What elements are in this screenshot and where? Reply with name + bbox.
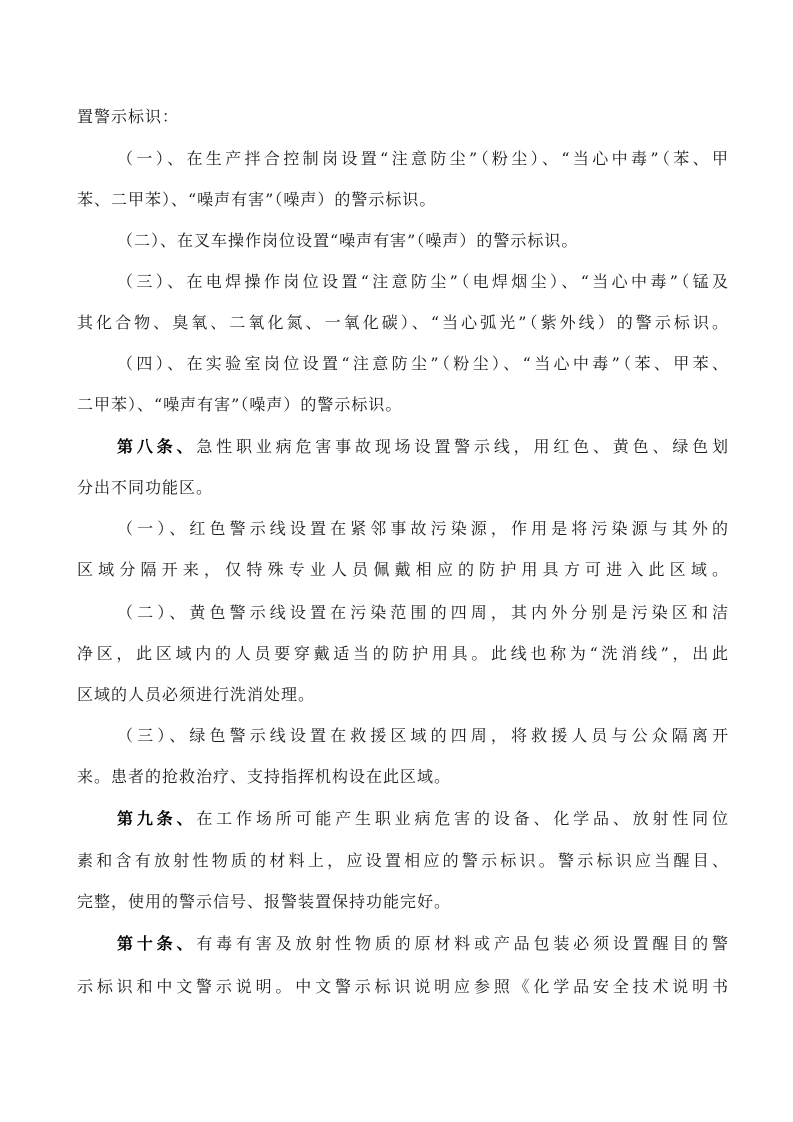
text-line (77, 393, 729, 417)
text-line (117, 147, 729, 171)
text-line (77, 975, 729, 999)
line-text: 急性职业病危害事故现场设置警示线，用红色、黄色、绿色划 (196, 437, 729, 456)
line-text: 完整，使用的警示信号、报警装置保持功能完好。 (77, 892, 452, 911)
line-text: 二甲苯）、“噪声有害”（噪声）的警示标识。 (77, 395, 403, 414)
article-number: 第九条、 (117, 809, 197, 828)
text-line (77, 188, 729, 212)
text-line (77, 476, 729, 500)
line-text: 苯、二甲苯）、“噪声有害”（噪声）的警示标识。 (77, 190, 437, 209)
text-line (117, 724, 729, 748)
line-text: 置警示标识： (77, 107, 180, 126)
article-heading-line (117, 435, 729, 459)
line-text: 示标识和中文警示说明。中文警示标识说明应参照《化学品安全技术说明书 (77, 977, 729, 996)
article-heading-line (117, 807, 729, 831)
text-line (117, 517, 729, 541)
line-text: 分出不同功能区。 (77, 478, 214, 497)
text-line (77, 105, 729, 129)
text-line (117, 229, 729, 253)
article-number: 第八条、 (117, 437, 197, 456)
line-text: （三）、在电焊操作岗位设置“注意防尘”（电焊烟尘）、“当心中毒”（锰及 (117, 272, 729, 291)
line-text: （四）、在实验室岗位设置“注意防尘”（粉尘）、“当心中毒”（苯、甲苯、 (117, 354, 729, 373)
line-text: 区域的人员必须进行洗消处理。 (77, 685, 316, 704)
line-text: （三）、绿色警示线设置在救援区域的四周，将救援人员与公众隔离开 (117, 726, 729, 745)
line-text: 来。患者的抢救治疗、支持指挥机构设在此区域。 (77, 767, 452, 786)
text-line (77, 890, 729, 914)
text-line (77, 765, 729, 789)
line-text: 其化合物、臭氧、二氧化氮、一氧化碳）、“当心弧光”（紫外线）的警示标识。 (77, 313, 729, 332)
line-text: 在工作场所可能产生职业病危害的设备、化学品、放射性同位 (196, 809, 729, 828)
line-text: 区域分隔开来，仅特殊专业人员佩戴相应的防护用具方可进入此区域。 (77, 560, 729, 579)
text-line (77, 683, 729, 707)
text-line (117, 601, 729, 625)
text-line (77, 311, 729, 335)
line-text: （二）、在叉车操作岗位设置“噪声有害”（噪声）的警示标识。 (117, 231, 579, 250)
line-text: （二）、黄色警示线设置在污染范围的四周，其内外分别是污染区和洁 (117, 603, 729, 622)
line-text: 素和含有放射性物质的材料上，应设置相应的警示标识。警示标识应当醒目、 (77, 851, 729, 870)
text-line (77, 849, 729, 873)
line-text: （一）、红色警示线设置在紧邻事故污染源，作用是将污染源与其外的 (117, 519, 729, 538)
text-line (77, 558, 729, 582)
line-text: 有毒有害及放射性物质的原材料或产品包装必须设置醒目的警 (196, 934, 729, 953)
article-heading-line (117, 932, 729, 956)
text-line (117, 352, 729, 376)
line-text: 净区，此区域内的人员要穿戴适当的防护用具。此线也称为“洗消线”，出此 (77, 644, 729, 663)
text-line (117, 270, 729, 294)
line-text: （一）、在生产拌合控制岗设置“注意防尘”（粉尘）、“当心中毒”（苯、甲 (117, 149, 729, 168)
article-number: 第十条、 (117, 934, 197, 953)
text-line (77, 642, 729, 666)
